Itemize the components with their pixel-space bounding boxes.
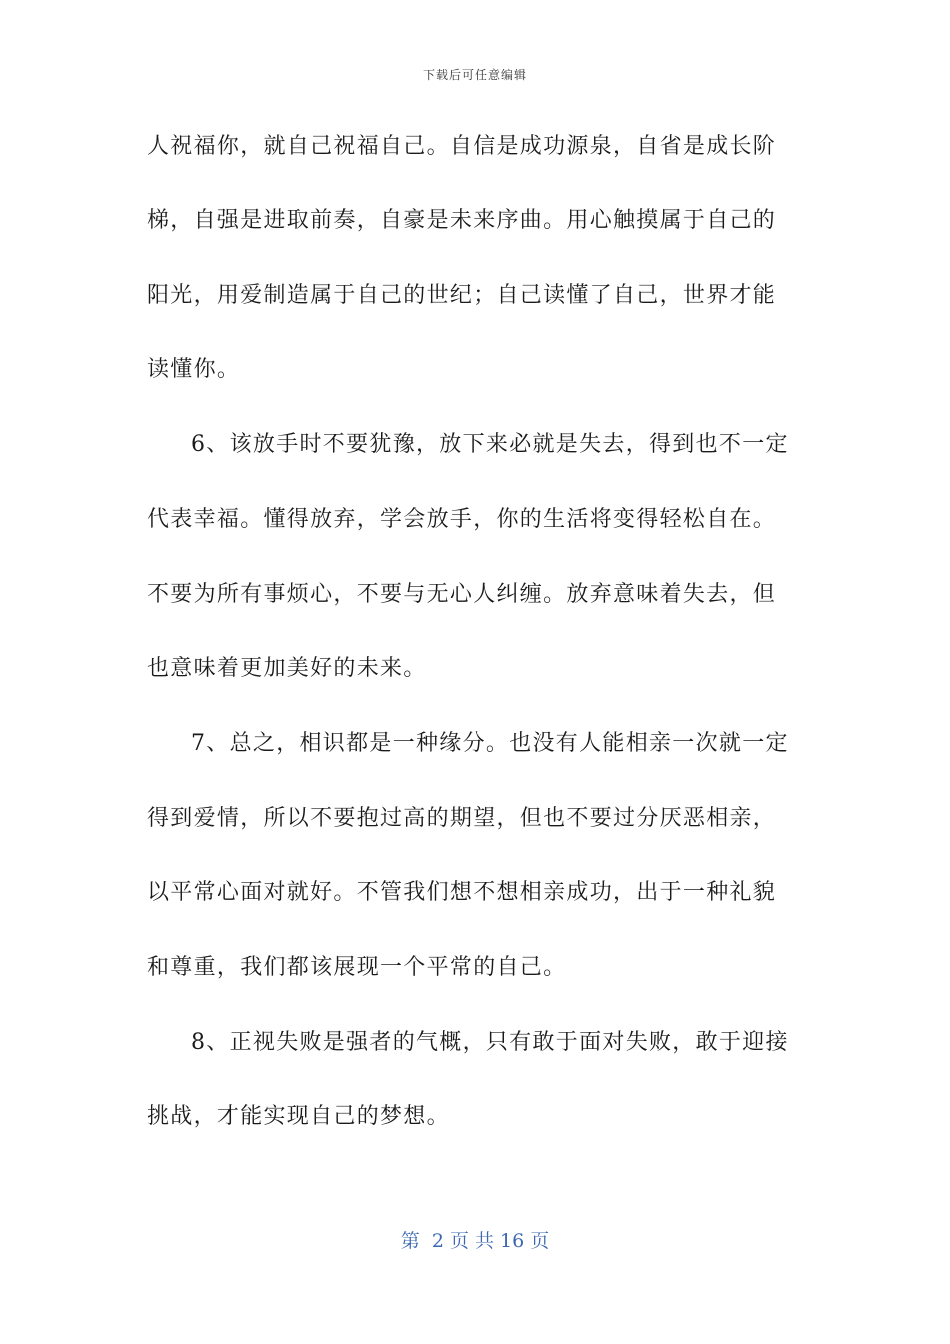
- text-line: 得到爱情，所以不要抱过高的期望，但也不要过分厌恶相亲，: [147, 806, 777, 831]
- text-line: 代表幸福。懂得放弃，学会放手，你的生活将变得轻松自在。: [147, 507, 777, 532]
- text-line: 7、总之，相识都是一种缘分。也没有人能相亲一次就一定: [191, 731, 789, 756]
- page-number-footer: 第 2 页 共 16 页: [400, 1230, 550, 1252]
- text-line: 读懂你。: [147, 357, 241, 382]
- text-line: 阳光，用爱制造属于自己的世纪；自己读懂了自己，世界才能: [147, 283, 777, 308]
- text-line: 8、正视失败是强者的气概，只有敢于面对失败，敢于迎接: [191, 1030, 789, 1055]
- text-line: 6、该放手时不要犹豫，放下来必就是失去，得到也不一定: [191, 432, 789, 457]
- text-line: 和尊重，我们都该展现一个平常的自己。: [147, 955, 567, 980]
- text-line: 不要为所有事烦心，不要与无心人纠缠。放弃意味着失去，但: [147, 582, 777, 607]
- text-line: 以平常心面对就好。不管我们想不想相亲成功，出于一种礼貌: [147, 880, 777, 905]
- text-line: 人祝福你，就自己祝福自己。自信是成功源泉，自省是成长阶: [147, 134, 777, 159]
- text-line: 挑战，才能实现自己的梦想。: [147, 1104, 450, 1129]
- page-header: 下载后可任意编辑: [422, 68, 527, 82]
- text-line: 也意味着更加美好的未来。: [147, 656, 427, 681]
- text-line: 梯，自强是进取前奏，自豪是未来序曲。用心触摸属于自己的: [147, 208, 777, 233]
